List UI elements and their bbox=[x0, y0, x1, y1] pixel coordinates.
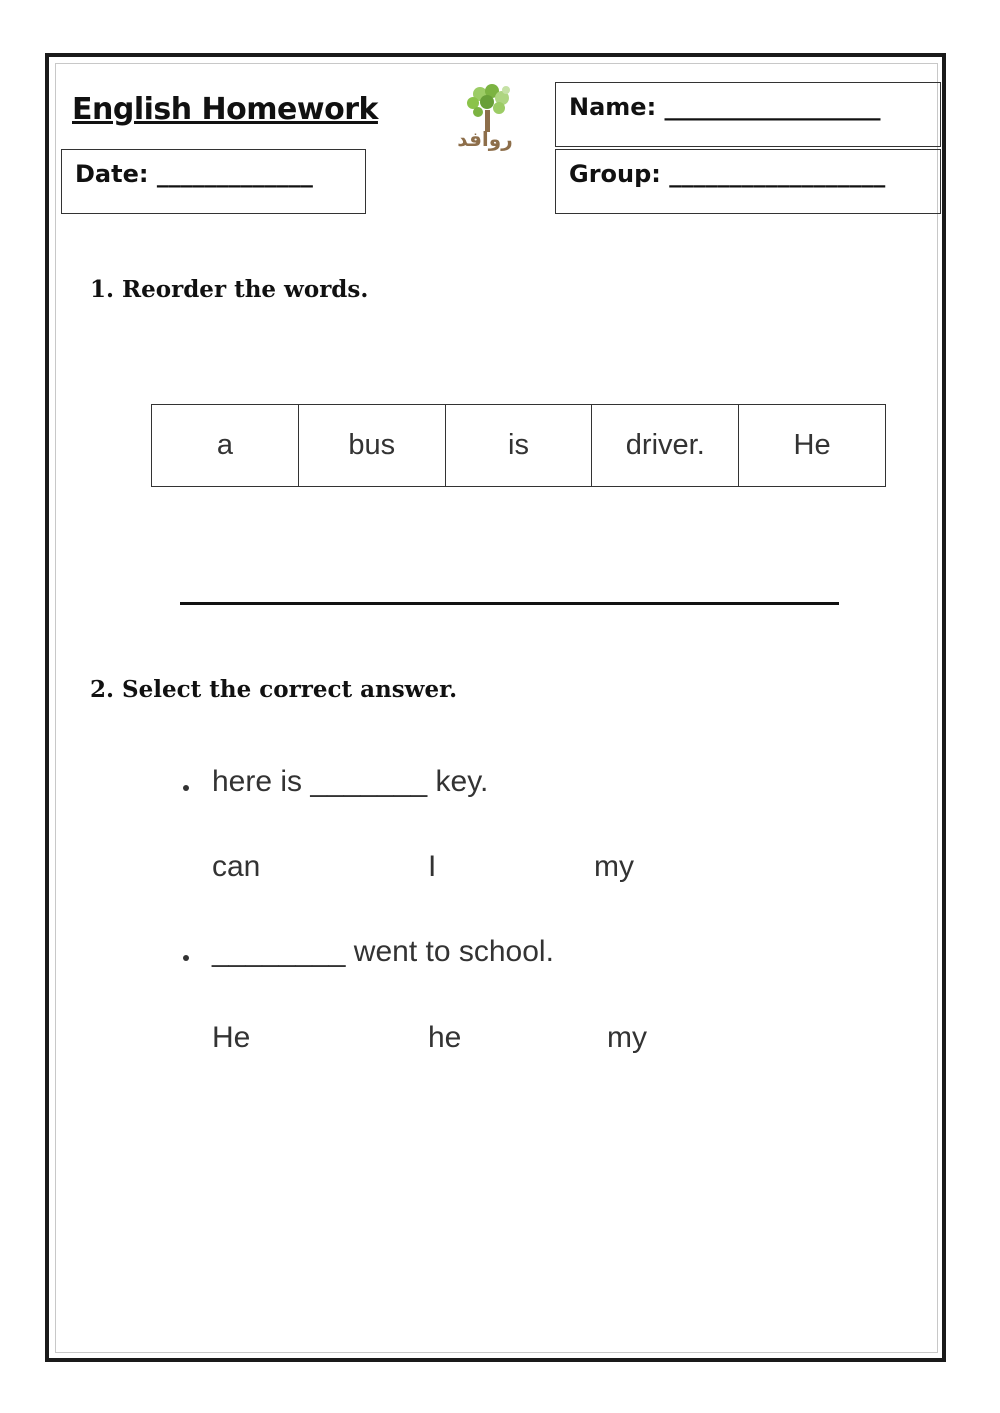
answer-option[interactable]: I bbox=[428, 850, 437, 883]
bullet-icon bbox=[183, 785, 189, 791]
question-sentence: here is _______ key. bbox=[212, 765, 489, 798]
question-2-title: 2. Select the correct answer. bbox=[90, 676, 458, 703]
answer-option[interactable]: can bbox=[212, 850, 261, 883]
word-cell[interactable]: bus bbox=[299, 405, 446, 486]
answer-option[interactable]: my bbox=[607, 1021, 647, 1054]
word-cell[interactable]: He bbox=[793, 429, 831, 461]
answer-option[interactable]: He bbox=[212, 1021, 251, 1054]
question-1-title: 1. Reorder the words. bbox=[90, 276, 369, 303]
word-cell[interactable]: is bbox=[446, 405, 593, 486]
question-sentence: ________ went to school. bbox=[212, 935, 554, 968]
group-field-box[interactable] bbox=[555, 149, 941, 214]
page-inner-border bbox=[55, 63, 938, 1353]
answer-option[interactable]: he bbox=[428, 1021, 462, 1054]
name-field-box[interactable] bbox=[555, 82, 941, 147]
word-cell[interactable]: driver. bbox=[592, 405, 739, 486]
word-reorder-table bbox=[151, 404, 886, 487]
word-cell[interactable]: a bbox=[152, 405, 299, 486]
date-field-box[interactable] bbox=[61, 149, 366, 214]
school-logo bbox=[430, 82, 540, 152]
name-label: Name: __________________ bbox=[569, 93, 881, 121]
page-title: English Homework bbox=[72, 92, 378, 127]
date-label: Date: _____________ bbox=[75, 160, 313, 188]
group-label: Group: __________________ bbox=[569, 160, 886, 188]
answer-option[interactable]: my bbox=[594, 850, 634, 883]
tree-icon bbox=[467, 84, 510, 132]
answer-line[interactable] bbox=[180, 602, 839, 605]
bullet-icon bbox=[183, 955, 189, 961]
logo-text: روافد bbox=[457, 127, 513, 151]
